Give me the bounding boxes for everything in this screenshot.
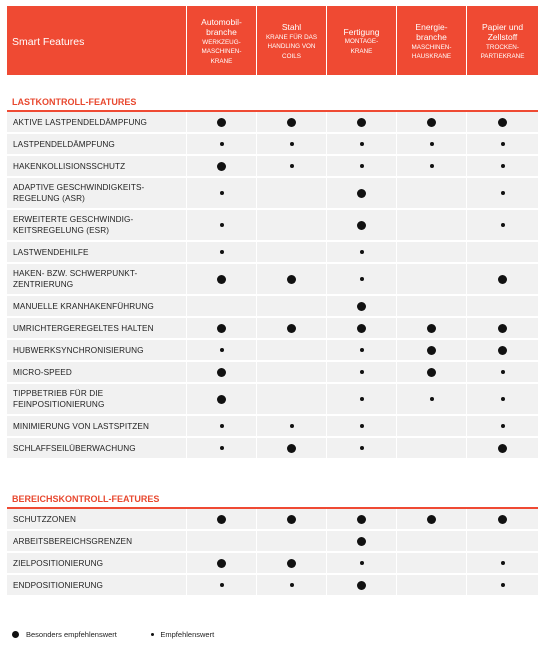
- rating-cell: [186, 178, 256, 208]
- table-row: [7, 134, 538, 156]
- small-dot-icon: [430, 164, 434, 168]
- rating-cell: [186, 340, 256, 360]
- column-header-sub: KRANE: [350, 47, 373, 55]
- rating-cell: [326, 575, 396, 595]
- table-row: [7, 210, 538, 242]
- large-dot-icon: [217, 515, 226, 524]
- rating-cell: [186, 112, 256, 132]
- rating-cell: [256, 509, 326, 529]
- column-header-main: Stahl: [281, 22, 302, 32]
- large-dot-icon: [217, 324, 226, 333]
- rating-cell: [396, 509, 466, 529]
- large-dot-icon: [498, 346, 507, 355]
- rating-cell: [396, 531, 466, 551]
- large-dot-icon: [357, 302, 366, 311]
- section-title: BEREICHSKONTROLL-FEATURES: [12, 494, 160, 504]
- feature-label-text: [13, 443, 136, 454]
- feature-label-line: REGELUNG (ASR): [13, 194, 85, 203]
- large-dot-icon: [12, 631, 19, 638]
- column-header-stahl: [256, 6, 326, 75]
- feature-label: [7, 296, 186, 316]
- small-dot-icon: [430, 397, 434, 401]
- feature-label-line: LASTPENDELDÄMPFUNG: [13, 139, 115, 149]
- rating-cell: [186, 553, 256, 573]
- large-dot-icon: [498, 118, 507, 127]
- rating-cell: [256, 242, 326, 262]
- rating-cell: [396, 134, 466, 154]
- small-dot-icon: [430, 142, 434, 146]
- rating-cell: [326, 134, 396, 154]
- rating-cell: [396, 318, 466, 338]
- rating-cell: [466, 178, 538, 208]
- feature-label-line: ADAPTIVE GESCHWINDIGKEITS-: [13, 183, 145, 192]
- small-dot-icon: [360, 397, 364, 401]
- table-row: [7, 242, 538, 264]
- large-dot-icon: [287, 515, 296, 524]
- feature-label-line: FEINPOSITIONIERUNG: [13, 400, 105, 409]
- small-dot-icon: [501, 191, 505, 195]
- legend-item-small: [151, 630, 214, 639]
- rating-cell: [466, 242, 538, 262]
- rating-cell: [256, 210, 326, 240]
- rating-cell: [466, 340, 538, 360]
- large-dot-icon: [217, 368, 226, 377]
- feature-label-line: LASTWENDEHILFE: [13, 247, 89, 257]
- rating-cell: [326, 210, 396, 240]
- column-header-sub: TROCKEN-: [486, 43, 519, 51]
- feature-label-line: HUBWERKSYNCHRONISIERUNG: [13, 345, 144, 355]
- column-header-energie: [396, 6, 466, 75]
- column-header-main: branche: [416, 32, 447, 42]
- rating-cell: [466, 531, 538, 551]
- rating-cell: [256, 296, 326, 316]
- rating-cell: [466, 362, 538, 382]
- column-header-sub: COILS: [282, 52, 301, 60]
- rating-cell: [256, 362, 326, 382]
- rating-cell: [326, 416, 396, 436]
- column-header-sub: KRANE: [210, 57, 233, 65]
- rating-cell: [256, 134, 326, 154]
- rating-cell: [466, 575, 538, 595]
- table-row: [7, 296, 538, 318]
- large-dot-icon: [427, 368, 436, 377]
- rating-cell: [396, 384, 466, 414]
- rating-cell: [186, 242, 256, 262]
- feature-label-text: [13, 345, 144, 356]
- rating-cell: [256, 384, 326, 414]
- small-dot-icon: [360, 348, 364, 352]
- table-row: [7, 362, 538, 384]
- feature-label: [7, 509, 186, 529]
- small-dot-icon: [220, 191, 224, 195]
- rating-cell: [256, 264, 326, 294]
- table-row: [7, 178, 538, 210]
- large-dot-icon: [498, 324, 507, 333]
- feature-label-text: [13, 388, 104, 410]
- table-row: [7, 553, 538, 575]
- large-dot-icon: [357, 324, 366, 333]
- rating-cell: [326, 340, 396, 360]
- rating-cell: [186, 156, 256, 176]
- rating-cell: [396, 340, 466, 360]
- column-header-sub: HANDLING VON: [267, 43, 316, 50]
- table-row: [7, 416, 538, 438]
- rating-cell: [186, 509, 256, 529]
- small-dot-icon: [501, 561, 505, 565]
- rating-cell: [466, 416, 538, 436]
- feature-label-text: [13, 558, 103, 569]
- feature-label-text: [13, 268, 137, 290]
- feature-label: [7, 575, 186, 595]
- small-dot-icon: [290, 583, 294, 587]
- column-header-papier: [466, 6, 538, 75]
- rating-cell: [326, 509, 396, 529]
- large-dot-icon: [287, 444, 296, 453]
- feature-label-line: UMRICHTERGEREGELTES HALTEN: [13, 323, 154, 333]
- small-dot-icon: [501, 397, 505, 401]
- feature-label-text: [13, 514, 76, 525]
- feature-label-line: ZENTRIERUNG: [13, 280, 74, 289]
- rating-cell: [466, 112, 538, 132]
- rating-cell: [186, 296, 256, 316]
- column-header-main: Fertigung: [343, 26, 380, 37]
- feature-label: [7, 264, 186, 294]
- legend: [12, 630, 248, 639]
- rating-cell: [326, 296, 396, 316]
- rating-cell: [256, 112, 326, 132]
- feature-label-line: ZIELPOSITIONIERUNG: [13, 558, 104, 568]
- column-header-fertigung: [326, 6, 396, 75]
- table-row: [7, 112, 538, 134]
- large-dot-icon: [357, 221, 366, 230]
- feature-label-text: [13, 214, 133, 236]
- small-dot-icon: [290, 142, 294, 146]
- feature-label-text: [13, 301, 154, 312]
- large-dot-icon: [287, 275, 296, 284]
- feature-label: [7, 112, 186, 132]
- legend-item-big: [12, 630, 117, 639]
- small-dot-icon: [360, 424, 364, 428]
- feature-label: [7, 553, 186, 573]
- rating-cell: [396, 362, 466, 382]
- rating-cell: [186, 438, 256, 458]
- rating-cell: [466, 509, 538, 529]
- large-dot-icon: [498, 515, 507, 524]
- table-row: [7, 531, 538, 553]
- rating-cell: [326, 318, 396, 338]
- rating-cell: [256, 575, 326, 595]
- feature-label-line: MICRO-SPEED: [13, 367, 72, 377]
- table-row: [7, 575, 538, 597]
- large-dot-icon: [427, 515, 436, 524]
- small-dot-icon: [220, 446, 224, 450]
- feature-label: [7, 340, 186, 360]
- small-dot-icon: [220, 250, 224, 254]
- legend-label: Empfehlenswert: [160, 630, 215, 639]
- feature-label-text: [13, 161, 125, 172]
- column-header-main: Zellstoff: [487, 32, 518, 42]
- large-dot-icon: [217, 118, 226, 127]
- rating-cell: [466, 156, 538, 176]
- rating-cell: [466, 264, 538, 294]
- small-dot-icon: [501, 164, 505, 168]
- rating-cell: [466, 438, 538, 458]
- column-header-sub: HAUSKRANE: [411, 53, 452, 60]
- small-dot-icon: [290, 164, 294, 168]
- section-lastkontroll: [7, 97, 538, 460]
- rating-cell: [466, 318, 538, 338]
- large-dot-icon: [287, 559, 296, 568]
- rating-cell: [186, 384, 256, 414]
- large-dot-icon: [287, 324, 296, 333]
- rating-cell: [396, 575, 466, 595]
- rating-cell: [466, 134, 538, 154]
- section-bereichskontroll: [7, 494, 538, 597]
- rating-cell: [396, 242, 466, 262]
- small-dot-icon: [290, 424, 294, 428]
- feature-label-line: ENDPOSITIONIERUNG: [13, 580, 103, 590]
- feature-label-text: [13, 247, 89, 258]
- feature-label: [7, 438, 186, 458]
- column-header-sub: MASCHINEN-: [201, 48, 242, 56]
- rating-cell: [186, 134, 256, 154]
- small-dot-icon: [360, 277, 364, 281]
- small-dot-icon: [360, 446, 364, 450]
- large-dot-icon: [498, 275, 507, 284]
- feature-label-text: [13, 536, 132, 547]
- large-dot-icon: [427, 324, 436, 333]
- small-dot-icon: [360, 370, 364, 374]
- small-dot-icon: [220, 424, 224, 428]
- rating-cell: [186, 318, 256, 338]
- rating-cell: [396, 210, 466, 240]
- rating-cell: [466, 553, 538, 573]
- rating-cell: [326, 531, 396, 551]
- rating-cell: [466, 210, 538, 240]
- feature-label: [7, 242, 186, 262]
- rating-cell: [256, 416, 326, 436]
- feature-label: [7, 416, 186, 436]
- table-row: [7, 340, 538, 362]
- feature-label-line: AKTIVE LASTPENDELDÄMPFUNG: [13, 117, 147, 127]
- rating-cell: [186, 264, 256, 294]
- rating-cell: [256, 156, 326, 176]
- large-dot-icon: [427, 346, 436, 355]
- large-dot-icon: [498, 444, 507, 453]
- feature-label-text: [13, 367, 72, 378]
- small-dot-icon: [501, 583, 505, 587]
- column-header-sub: PARTIEKRANE: [480, 53, 525, 60]
- column-header-sub: WERKZEUG-: [202, 38, 241, 46]
- section-title: LASTKONTROLL-FEATURES: [12, 97, 137, 107]
- feature-label-text: [13, 421, 149, 432]
- table-row: [7, 509, 538, 531]
- rating-cell: [326, 362, 396, 382]
- header-title-text: Smart Features: [12, 35, 85, 48]
- feature-label-line: KEITSREGELUNG (ESR): [13, 226, 110, 235]
- rating-cell: [396, 264, 466, 294]
- legend-label: Besonders empfehlenswert: [26, 630, 117, 639]
- rating-cell: [326, 178, 396, 208]
- feature-label-text: [13, 580, 103, 591]
- column-header-main: branche: [206, 27, 237, 38]
- rating-cell: [466, 296, 538, 316]
- feature-label-line: MANUELLE KRANHAKENFÜHRUNG: [13, 301, 154, 311]
- rating-cell: [186, 531, 256, 551]
- small-dot-icon: [360, 164, 364, 168]
- rating-cell: [396, 178, 466, 208]
- small-dot-icon: [220, 223, 224, 227]
- rating-cell: [326, 112, 396, 132]
- rating-cell: [396, 112, 466, 132]
- small-dot-icon: [360, 142, 364, 146]
- feature-label: [7, 178, 186, 208]
- small-dot-icon: [151, 633, 155, 637]
- rating-cell: [396, 296, 466, 316]
- large-dot-icon: [357, 581, 366, 590]
- rating-cell: [256, 318, 326, 338]
- column-header-sub: MONTAGE-: [344, 38, 379, 46]
- feature-label-line: SCHLAFFSEILÜBERWACHUNG: [13, 443, 136, 453]
- rating-cell: [186, 362, 256, 382]
- small-dot-icon: [220, 348, 224, 352]
- column-header-main: Automobil-: [201, 16, 242, 27]
- rating-cell: [396, 416, 466, 436]
- rating-cell: [396, 438, 466, 458]
- large-dot-icon: [357, 537, 366, 546]
- large-dot-icon: [427, 118, 436, 127]
- rating-cell: [326, 264, 396, 294]
- large-dot-icon: [217, 275, 226, 284]
- feature-label-line: MINIMIERUNG VON LASTSPITZEN: [13, 421, 149, 431]
- rating-cell: [256, 340, 326, 360]
- table-row: [7, 156, 538, 178]
- small-dot-icon: [501, 142, 505, 146]
- small-dot-icon: [220, 583, 224, 587]
- feature-rows: [7, 509, 538, 597]
- table-row: [7, 438, 538, 460]
- rating-cell: [326, 156, 396, 176]
- feature-label-text: [13, 182, 144, 204]
- rating-cell: [186, 575, 256, 595]
- rating-cell: [326, 438, 396, 458]
- large-dot-icon: [357, 118, 366, 127]
- large-dot-icon: [357, 515, 366, 524]
- table-row: [7, 318, 538, 340]
- rating-cell: [256, 531, 326, 551]
- small-dot-icon: [501, 223, 505, 227]
- column-header-main: Papier und: [481, 21, 524, 32]
- feature-label-text: [13, 323, 154, 334]
- rating-cell: [186, 210, 256, 240]
- feature-label: [7, 318, 186, 338]
- large-dot-icon: [217, 395, 226, 404]
- feature-label-line: HAKEN- BZW. SCHWERPUNKT-: [13, 269, 138, 278]
- table-row: [7, 384, 538, 416]
- feature-label-line: TIPPBETRIEB FÜR DIE: [13, 389, 104, 398]
- rating-cell: [186, 416, 256, 436]
- feature-label: [7, 156, 186, 176]
- rating-cell: [326, 242, 396, 262]
- feature-label-text: [13, 139, 115, 150]
- feature-label-line: SCHUTZZONEN: [13, 514, 76, 524]
- rating-cell: [396, 553, 466, 573]
- small-dot-icon: [360, 250, 364, 254]
- rating-cell: [256, 553, 326, 573]
- feature-label: [7, 362, 186, 382]
- feature-label: [7, 210, 186, 240]
- table-row: [7, 264, 538, 296]
- column-header-automobil: [186, 6, 256, 75]
- large-dot-icon: [287, 118, 296, 127]
- feature-label-line: ARBEITSBEREICHSGRENZEN: [13, 536, 133, 546]
- column-header-sub: MASCHINEN-: [411, 43, 452, 51]
- rating-cell: [326, 384, 396, 414]
- feature-label-text: [13, 117, 147, 128]
- table-header: [7, 6, 538, 75]
- large-dot-icon: [357, 189, 366, 198]
- feature-label-line: HAKENKOLLISIONSSCHUTZ: [13, 161, 126, 171]
- feature-rows: [7, 112, 538, 460]
- small-dot-icon: [360, 561, 364, 565]
- rating-cell: [256, 178, 326, 208]
- rating-cell: [396, 156, 466, 176]
- column-header-main: Energie-: [415, 21, 448, 32]
- rating-cell: [326, 553, 396, 573]
- feature-label-line: ERWEITERTE GESCHWINDIG-: [13, 215, 134, 224]
- small-dot-icon: [501, 370, 505, 374]
- feature-label: [7, 384, 186, 414]
- column-header-sub: KRANE FÜR DAS: [265, 33, 318, 41]
- rating-cell: [466, 384, 538, 414]
- large-dot-icon: [217, 559, 226, 568]
- small-dot-icon: [220, 142, 224, 146]
- feature-label: [7, 134, 186, 154]
- small-dot-icon: [501, 424, 505, 428]
- large-dot-icon: [217, 162, 226, 171]
- rating-cell: [256, 438, 326, 458]
- feature-label: [7, 531, 186, 551]
- header-title: [7, 6, 186, 75]
